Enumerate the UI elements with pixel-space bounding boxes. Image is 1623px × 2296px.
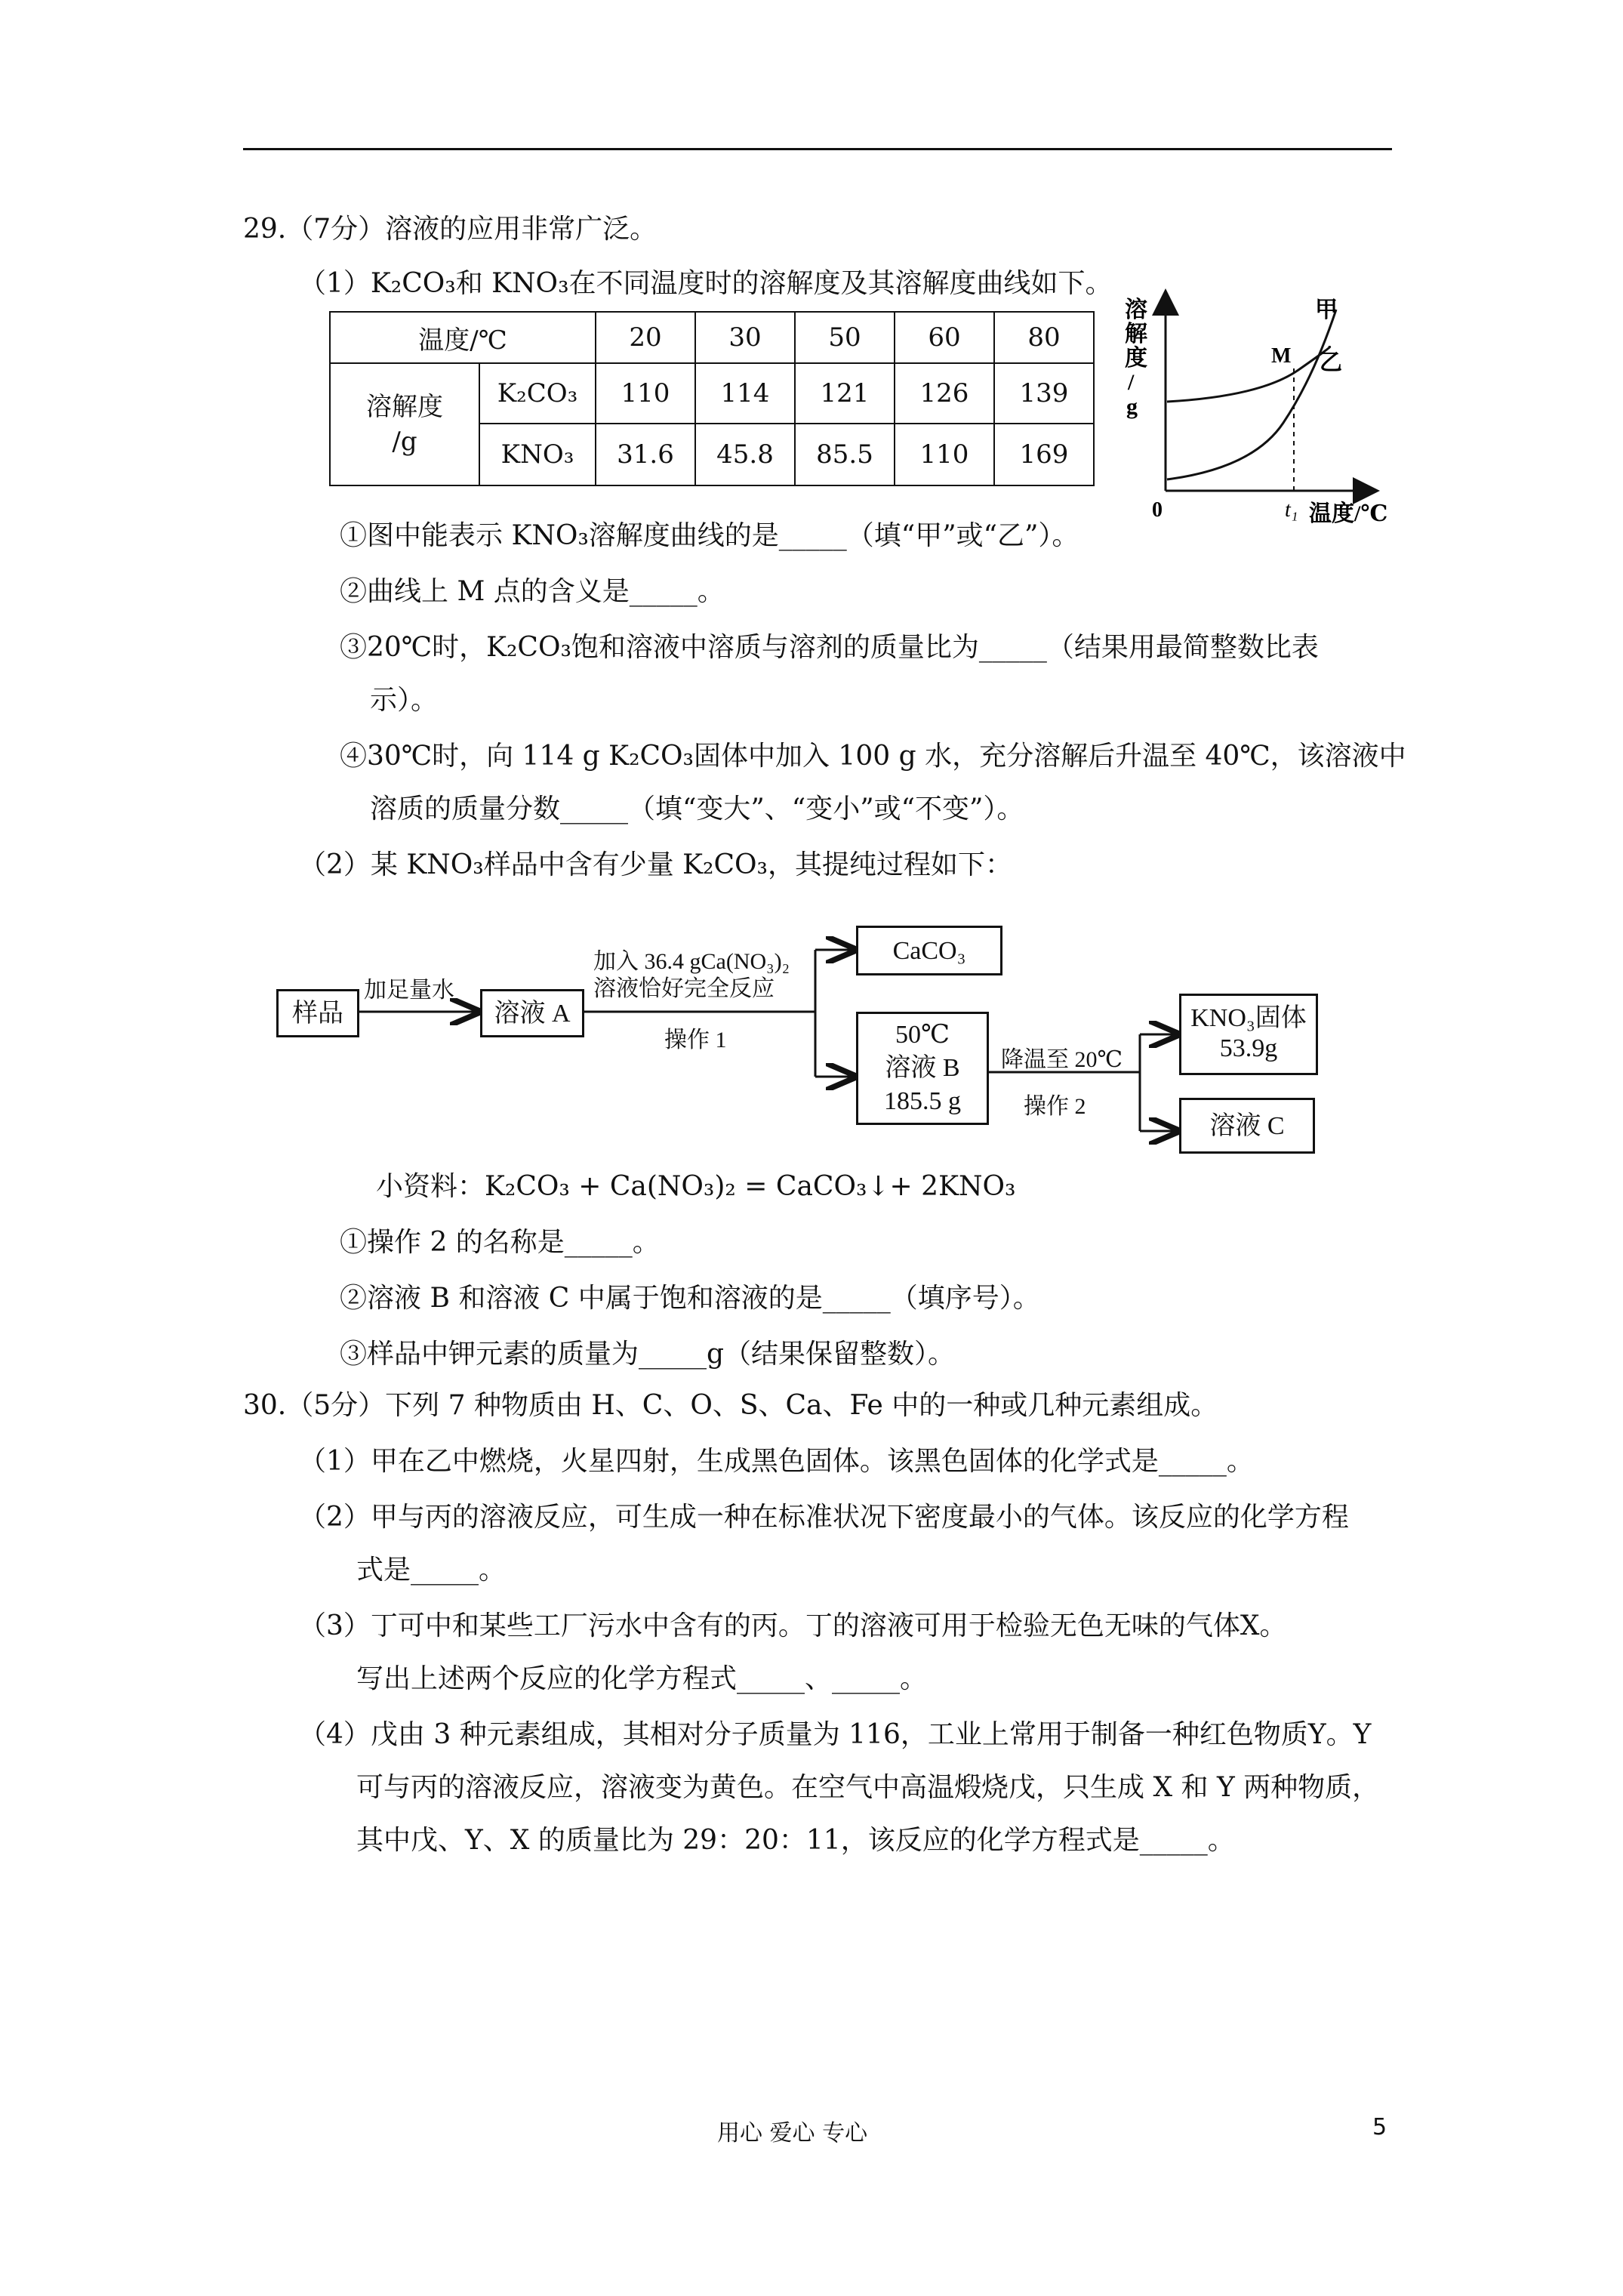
q29-item2-2: ②溶液 B 和溶液 C 中属于饱和溶液的是_____（填序号）。: [340, 1283, 1040, 1314]
flow-b-mass: 185.5 g: [884, 1087, 961, 1115]
q30-line-1: （1）甲在乙中燃烧，火星四射，生成黑色固体。该黑色固体的化学式是_____。: [299, 1446, 1254, 1477]
flow-label-add-water: 加足量水: [364, 978, 454, 1003]
table-row-name: KNO₃: [479, 424, 596, 485]
y-label-char: g: [1126, 394, 1138, 419]
origin-label: 0: [1152, 498, 1163, 522]
y-label-char: 解: [1125, 322, 1147, 347]
solubility-curve-graph: [1110, 287, 1427, 536]
q29-title: 29.（7分）溶液的应用非常广泛。: [243, 214, 658, 245]
q30-line-4-cont1: 可与丙的溶液反应，溶液变为黄色。在空气中高温煅烧戊，只生成 X 和 Y 两种物质，: [356, 1772, 1380, 1803]
table-temp-header: 温度/℃: [330, 312, 596, 363]
q29-part1-intro: （1）K₂CO₃和 KNO₃在不同温度时的溶解度及其溶解度曲线如下。: [299, 268, 1113, 299]
table-cell: 169: [994, 424, 1094, 485]
solubility-table: [329, 311, 1095, 486]
q29-item2-1: ①操作 2 的名称是_____。: [340, 1227, 660, 1258]
flow-box-caco3: CaCO₃: [856, 926, 1002, 975]
q29-item-3-cont: 示）。: [370, 685, 439, 716]
q30-line-2: （2）甲与丙的溶液反应，可生成一种在标准状况下密度最小的气体。该反应的化学方程: [299, 1502, 1349, 1533]
q30-line-3: （3）丁可中和某些工厂污水中含有的丙。丁的溶液可用于检验无色无味的气体X。: [299, 1610, 1287, 1641]
flow-box-solution-a: 溶液 A: [480, 989, 584, 1037]
table-row-name: K₂CO₃: [479, 363, 596, 424]
flow-label-op1: 操作 1: [664, 1028, 727, 1052]
flow-box-sample: 样品: [276, 989, 359, 1037]
table-cell: 121: [795, 363, 895, 424]
point-m-label: M: [1271, 344, 1292, 368]
q30-line-2-cont: 式是_____。: [356, 1555, 507, 1586]
flow-label-reagent-1: 加入 36.4 gCa(NO₃)₂: [593, 949, 790, 974]
flow-box-kno3-solid: [1179, 994, 1318, 1075]
table-temp-cell: 30: [695, 312, 795, 363]
flow-kno3-mass: 53.9g: [1219, 1034, 1278, 1062]
flow-label-op2: 操作 2: [1024, 1094, 1086, 1119]
table-cell: 31.6: [596, 424, 695, 485]
q29-note: 小资料：K₂CO₃ + Ca(NO₃)₂ = CaCO₃↓+ 2KNO₃: [376, 1171, 1016, 1202]
table-cell: 126: [895, 363, 994, 424]
footer-motto: 用心 爱心 专心: [717, 2120, 868, 2147]
table-temp-cell: 60: [895, 312, 994, 363]
table-cell: 139: [994, 363, 1094, 424]
table-row-group-line1: 溶解度: [366, 392, 443, 422]
q30-title: 30.（5分）下列 7 种物质由 H、C、O、S、Ca、Fe 中的一种或几种元素组成。: [243, 1390, 1218, 1421]
flow-label-cool: 降温至 20℃: [1001, 1047, 1123, 1072]
q30-line-4: （4）戊由 3 种元素组成，其相对分子质量为 116，工业上常用于制备一种红色物质Y。Y: [299, 1719, 1372, 1750]
table-temp-cell: 20: [596, 312, 695, 363]
table-temp-cell: 80: [994, 312, 1094, 363]
flow-box-solution-c: 溶液 C: [1179, 1098, 1315, 1154]
table-row-group: [330, 363, 479, 485]
flow-b-temp: 50℃: [895, 1021, 950, 1049]
flow-label-reagent-2: 溶液恰好完全反应: [593, 976, 775, 1001]
table-cell: 114: [695, 363, 795, 424]
t1-label: t₁: [1285, 498, 1298, 522]
table-row-group-line2: /g: [392, 427, 417, 457]
q29-item2-3: ③样品中钾元素的质量为_____g（结果保留整数）。: [340, 1339, 956, 1370]
q29-item-4: ④30℃时，向 114 g K₂CO₃固体中加入 100 g 水，充分溶解后升温至 40℃，该溶液中: [340, 741, 1406, 772]
q29-item-1: ①图中能表示 KNO₃溶解度曲线的是_____（填“甲”或“乙”）。: [340, 520, 1079, 551]
curve-yi: [1167, 347, 1330, 402]
curve-jia: [1167, 310, 1336, 479]
table-cell: 110: [596, 363, 695, 424]
table-cell: 85.5: [795, 424, 895, 485]
q30-line-3-cont: 写出上述两个反应的化学方程式_____、_____。: [356, 1663, 928, 1694]
header-rule: [243, 148, 1392, 150]
table-cell: 110: [895, 424, 994, 485]
y-label-char: /: [1128, 370, 1135, 395]
q30-line-4-cont2: 其中戊、Y、X 的质量比为 29：20：11，该反应的化学方程式是_____。: [356, 1825, 1235, 1856]
q29-item-3: ③20℃时，K₂CO₃饱和溶液中溶质与溶剂的质量比为_____（结果用最简整数比表: [340, 632, 1319, 663]
flow-b-name: 溶液 B: [885, 1054, 960, 1082]
q29-item-4-cont: 溶质的质量分数_____（填“变大”、“变小”或“不变”）。: [370, 794, 1024, 824]
x-axis-label: 温度/℃: [1309, 501, 1388, 526]
curve-label-jia: 甲: [1315, 297, 1338, 322]
table-cell: 45.8: [695, 424, 795, 485]
flow-box-solution-b: [856, 1012, 989, 1125]
page-number: 5: [1372, 2114, 1387, 2140]
q29-part2-intro: （2）某 KNO₃样品中含有少量 K₂CO₃，其提纯过程如下：: [299, 849, 1012, 880]
y-label-char: 度: [1125, 346, 1147, 371]
q29-item-2: ②曲线上 M 点的含义是_____。: [340, 576, 725, 607]
curve-label-yi: 乙: [1320, 350, 1342, 375]
y-label-char: 溶: [1125, 297, 1147, 322]
flow-kno3-name: KNO₃固体: [1190, 1004, 1307, 1032]
table-temp-cell: 50: [795, 312, 895, 363]
